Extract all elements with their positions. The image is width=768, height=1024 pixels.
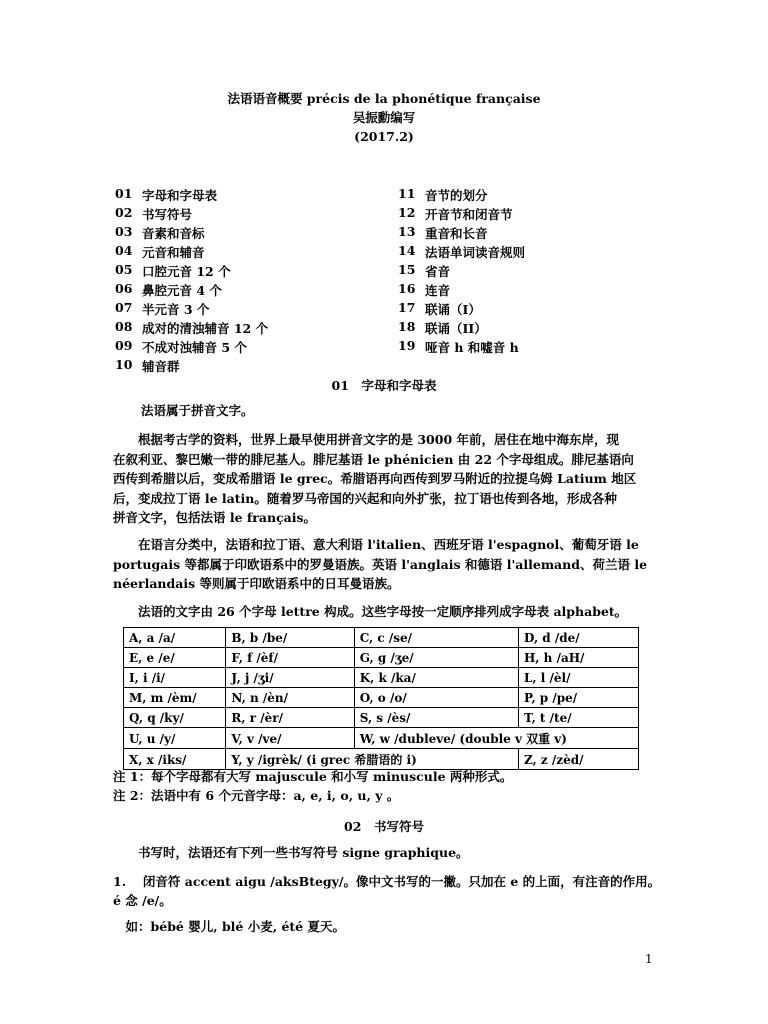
table-cell: B, b /be/ — [226, 628, 354, 648]
paragraph-line: néerlandais 等则属于印欧语系中的日耳曼语族。 — [113, 576, 400, 591]
section-heading: 01 字母和字母表 — [331, 378, 437, 393]
table-cell: R, r /èr/ — [226, 708, 354, 728]
toc-num: 03 — [115, 224, 133, 239]
table-row — [124, 688, 639, 708]
note: 注 1：每个字母都有大写 majuscule 和小写 minuscule 两种形式。 — [113, 769, 513, 784]
toc-item: 联诵（I） — [425, 302, 481, 317]
toc-num: 08 — [115, 319, 133, 334]
doc-title: 法语语音概要 précis de la phonétique française — [227, 91, 541, 106]
toc-item: 省音 — [425, 264, 451, 279]
toc-num: 09 — [115, 338, 133, 353]
table-cell: W, w /dubleve/ (double v 双重 v) — [354, 728, 638, 749]
note: 注 2：法语中有 6 个元音字母：a, e, i, o, u, y 。 — [113, 788, 400, 803]
toc-item: 法语单词读音规则 — [425, 245, 526, 260]
toc-num: 17 — [398, 300, 416, 315]
toc-item: 成对的清浊辅音 12 个 — [142, 321, 269, 336]
page-number: 1 — [645, 952, 653, 966]
table-cell: P, p /pe/ — [518, 688, 638, 708]
paragraph-line: 在语言分类中，法语和拉丁语、意大利语 l'italien、西班牙语 l'espagnol、葡萄牙语 le — [113, 537, 639, 552]
toc-item: 重音和长音 — [425, 226, 488, 241]
toc-item: 口腔元音 12 个 — [142, 264, 231, 279]
doc-date: (2017.2) — [354, 129, 414, 144]
table-cell: M, m /èm/ — [124, 688, 226, 708]
paragraph — [113, 602, 653, 622]
table-row — [124, 749, 639, 770]
paragraph-line: 西传到希腊以后，变成希腊语 le grec。希腊语再向西传到罗马附近的拉提乌姆 Latium 地区 — [113, 471, 637, 486]
paragraph — [113, 401, 653, 421]
toc-item: 鼻腔元音 4 个 — [142, 283, 222, 298]
toc-item: 联诵（II） — [425, 321, 487, 336]
table-cell: N, n /èn/ — [226, 688, 354, 708]
table-cell: I, i /i/ — [124, 668, 226, 688]
table-cell: D, d /de/ — [518, 628, 638, 648]
table-cell: E, e /e/ — [124, 648, 226, 668]
table-row — [124, 628, 639, 648]
paragraph-line: 书写时，法语还有下列一些书写符号 signe graphique。 — [113, 845, 469, 860]
paragraph-line: 根据考古学的资料，世界上最早使用拼音文字的是 3000 年前，居住在地中海东岸，现 — [113, 432, 619, 447]
toc-num: 14 — [398, 243, 416, 258]
toc-item: 哑音 h 和嘘音 h — [425, 340, 519, 355]
toc-num: 18 — [398, 319, 416, 334]
toc-item: 辅音群 — [142, 359, 180, 374]
alphabet-table — [123, 627, 639, 770]
toc-item: 连音 — [425, 283, 451, 298]
table-cell: V, v /ve/ — [226, 728, 354, 749]
table-cell: Y, y /igrèk/ (i grec 希腊语的 i) — [226, 749, 519, 770]
table-cell: G, g /ʒe/ — [354, 648, 518, 668]
section-heading: 02 书写符号 — [344, 819, 424, 834]
table-row — [124, 668, 639, 688]
paragraph-line: 在叙利亚、黎巴嫩一带的腓尼基人。腓尼基语 le phénicien 由 22 个字母组成。腓尼基语向 — [113, 451, 634, 467]
table-cell: T, t /te/ — [518, 708, 638, 728]
table-row — [124, 708, 639, 728]
table-cell: U, u /y/ — [124, 728, 226, 749]
paragraph-line: 拼音文字，包括法语 le français。 — [113, 510, 317, 525]
toc-num: 11 — [398, 186, 416, 201]
table-cell: Q, q /ky/ — [124, 708, 226, 728]
table-cell: H, h /aH/ — [518, 648, 638, 668]
table-row — [124, 728, 639, 749]
toc-item: 开音节和闭音节 — [425, 207, 513, 222]
toc-num: 15 — [398, 262, 416, 277]
toc-item: 元音和辅音 — [142, 245, 205, 260]
table-cell: S, s /ès/ — [354, 708, 518, 728]
paragraph-line: 法语属于拼音文字。 — [141, 403, 254, 418]
toc-num: 01 — [115, 186, 133, 201]
list-item: 1. 闭音符 accent aigu /aksBtegy/。像中文书写的一撇。只加在 e 的上面，有注音的作用。 — [113, 874, 661, 889]
toc-item: 书写符号 — [142, 207, 193, 222]
toc-item: 字母和字母表 — [142, 188, 218, 203]
table-cell: J, j /ʒi/ — [226, 668, 354, 688]
table-cell: A, a /a/ — [124, 628, 226, 648]
toc-item: 不成对浊辅音 5 个 — [142, 340, 247, 355]
toc-item: 音节的划分 — [425, 188, 488, 203]
table-cell: O, o /o/ — [354, 688, 518, 708]
toc-num: 05 — [115, 262, 133, 277]
toc-num: 16 — [398, 281, 416, 296]
toc-num: 10 — [115, 357, 133, 372]
table-cell: F, f /èf/ — [226, 648, 354, 668]
toc-num: 13 — [398, 224, 416, 239]
doc-author: 吴振勳编写 — [352, 110, 416, 125]
toc-item: 半元音 3 个 — [142, 302, 210, 317]
table-cell: C, c /se/ — [354, 628, 518, 648]
table-cell: Z, z /zèd/ — [518, 749, 638, 770]
paragraph — [113, 535, 653, 594]
list-item-continuation: é 念 /e/。 — [113, 893, 172, 908]
example-line: 如：bébé 婴儿, blé 小麦, été 夏天。 — [113, 919, 345, 934]
toc-num: 06 — [115, 281, 133, 296]
table-cell: L, l /èl/ — [518, 668, 638, 688]
table-cell: K, k /ka/ — [354, 668, 518, 688]
toc-num: 07 — [115, 300, 133, 315]
paragraph-line: 法语的文字由 26 个字母 lettre 构成。这些字母按一定顺序排列成字母表 alphabet。 — [113, 604, 628, 619]
table-cell: X, x /iks/ — [124, 749, 226, 770]
paragraph-line: portugais 等都属于印欧语系中的罗曼语族。英语 l'anglais 和德语 l'allemand、荷兰语 le — [113, 556, 648, 572]
toc-num: 19 — [398, 338, 416, 353]
table-row — [124, 648, 639, 668]
toc-num: 02 — [115, 205, 133, 220]
toc-num: 12 — [398, 205, 416, 220]
toc-item: 音素和音标 — [142, 226, 205, 241]
toc-num: 04 — [115, 243, 133, 258]
paragraph-line: 后，变成拉丁语 le latin。随着罗马帝国的兴起和向外扩张，拉丁语也传到各地，形成各种 — [113, 490, 617, 506]
paragraph — [113, 430, 653, 528]
